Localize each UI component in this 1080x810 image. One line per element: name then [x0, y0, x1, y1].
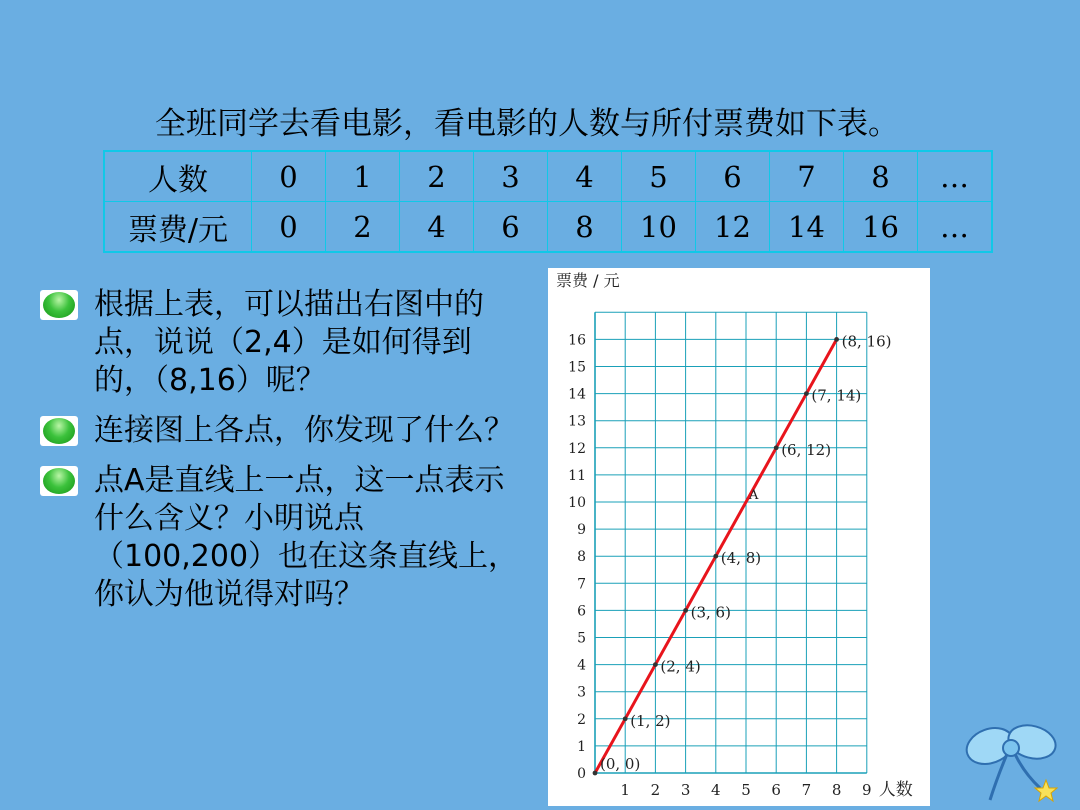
data-point	[683, 608, 688, 613]
green-bullet-icon	[40, 290, 78, 320]
data-point	[653, 662, 658, 667]
x-tick-label: 3	[680, 781, 691, 799]
question-text: 根据上表，可以描出右图中的点，说说（2,4）是如何得到的，（8,16）呢？	[94, 287, 484, 398]
data-label: (7, 14)	[811, 386, 862, 405]
y-tick-label: 9	[577, 522, 586, 539]
ribbon-bow-icon	[962, 718, 1072, 808]
x-tick-label: 5	[741, 781, 751, 799]
green-bullet-icon	[40, 466, 78, 496]
point-a-label: A	[749, 488, 759, 503]
y-tick-label: 14	[568, 386, 586, 403]
question-list	[40, 286, 520, 626]
table-cell: 4	[548, 151, 622, 202]
y-tick-label: 8	[577, 549, 586, 566]
question-item	[40, 412, 520, 450]
chart-svg	[548, 268, 930, 806]
data-label: (4, 8)	[720, 549, 762, 568]
line-chart	[548, 268, 930, 806]
data-point	[834, 337, 839, 342]
table-cell: 6	[696, 151, 770, 202]
y-tick-label: 7	[577, 576, 586, 593]
y-tick-label: 2	[577, 711, 586, 728]
page-title: 全班同学去看电影，看电影的人数与所付票费如下表。	[155, 106, 899, 142]
table-cell: 8	[548, 202, 622, 253]
table-cell: 16	[844, 202, 918, 253]
data-label: (8, 16)	[841, 332, 892, 351]
y-tick-label: 1	[577, 738, 586, 755]
table-cell: 1	[326, 151, 400, 202]
table-cell: …	[918, 151, 993, 202]
table-cell: 2	[400, 151, 474, 202]
table-cell: 6	[474, 202, 548, 253]
y-tick-label: 3	[577, 684, 586, 701]
question-item	[40, 286, 520, 400]
table-cell: 12	[696, 202, 770, 253]
x-tick-label: 8	[831, 781, 842, 799]
x-tick-label: 6	[771, 781, 781, 799]
data-point	[593, 771, 598, 776]
table-cell: 0	[252, 202, 326, 253]
y-tick-label: 4	[577, 657, 586, 674]
table-cell: 7	[770, 151, 844, 202]
y-tick-label: 0	[577, 766, 586, 782]
x-tick-label: 4	[711, 781, 721, 799]
question-item	[40, 462, 520, 614]
y-tick-label: 11	[568, 467, 586, 484]
table-cell: 10	[622, 202, 696, 253]
data-label: (6, 12)	[781, 440, 832, 459]
x-tick-label: 9	[862, 781, 872, 799]
data-point	[804, 391, 809, 396]
y-tick-label: 16	[568, 332, 586, 349]
y-tick-label: 13	[568, 413, 586, 430]
ticket-table	[103, 150, 993, 253]
data-label: (3, 6)	[690, 603, 731, 622]
y-tick-label: 5	[577, 630, 586, 647]
y-tick-label: 12	[568, 440, 586, 457]
question-text: 点A是直线上一点，这一点表示什么含义？小明说点（100,200）也在这条直线上，你认为他说得对吗？	[94, 463, 519, 612]
table-cell: 4	[400, 202, 474, 253]
table-cell: …	[918, 202, 993, 253]
y-tick-label: 10	[568, 495, 586, 511]
table-cell: 8	[844, 151, 918, 202]
data-point	[623, 716, 628, 721]
row-label-fees: 票费/元	[104, 202, 252, 253]
table-cell: 5	[622, 151, 696, 202]
table-cell: 14	[770, 202, 844, 253]
row-label-people: 人数	[104, 151, 252, 202]
y-tick-label: 6	[577, 603, 586, 620]
table-row-people	[104, 151, 992, 202]
data-label: (1, 2)	[630, 711, 671, 730]
y-axis-label: 票费 / 元	[556, 271, 620, 290]
data-label: (2, 4)	[660, 657, 701, 676]
table-row-fees	[104, 202, 992, 253]
table-cell: 3	[474, 151, 548, 202]
x-tick-label: 2	[650, 781, 661, 799]
table-cell: 0	[252, 151, 326, 202]
green-bullet-icon	[40, 416, 78, 446]
question-text: 连接图上各点，你发现了什么？	[94, 413, 514, 448]
data-label: (0, 0)	[600, 755, 641, 773]
x-tick-label: 7	[801, 781, 812, 799]
y-tick-label: 15	[568, 359, 586, 376]
data-point	[774, 445, 779, 450]
x-axis-label: 人数	[878, 780, 913, 800]
data-point	[713, 554, 718, 559]
table-cell: 2	[326, 202, 400, 253]
x-tick-label: 1	[620, 781, 630, 799]
